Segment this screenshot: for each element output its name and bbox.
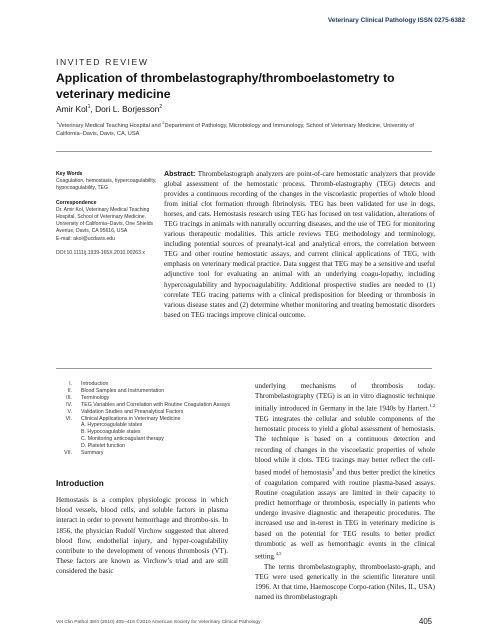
citation-ref[interactable]: 3	[331, 466, 335, 472]
keywords-text: Coagulation, hemostasis, hypercoagulability, hypocoagulability, TEG	[56, 178, 157, 192]
affiliation-mark: 1	[56, 120, 59, 125]
authors	[56, 104, 162, 114]
toc-label: Terminology	[81, 394, 110, 401]
correspondence	[56, 200, 158, 243]
page-footer: Vet Clin Pathol 39/4 (2010) 405–416 ©2010 American Society for Veterinary Clinical Pathology	[56, 620, 261, 625]
toc-label: TEG Variables and Correlation with Routine Coagulation Assays	[81, 401, 231, 408]
toc-number: VII.	[64, 450, 72, 457]
toc-number: VI.	[65, 415, 72, 422]
toc-label: C. Monitoring anticoagulant therapy	[81, 436, 164, 443]
affiliation-text: Veterinary Medical Teaching Hospital and	[58, 122, 163, 129]
correspondence-heading: Correspondence	[56, 199, 97, 206]
abstract-label: Abstract:	[164, 170, 196, 178]
toc-item[interactable]	[56, 450, 276, 457]
journal-header: Veterinary Clinical Pathology ISSN 0275-6382	[327, 17, 465, 24]
toc-subitem[interactable]	[56, 429, 276, 436]
author-name[interactable]: Dori L. Borjesson	[95, 104, 160, 114]
toc-number: II.	[67, 387, 72, 394]
toc-subitem[interactable]	[56, 422, 276, 429]
paragraph	[255, 381, 435, 562]
toc-label: D. Platelet function	[81, 443, 126, 450]
doi[interactable]: DOI:10.1111/j.1939-165X.2010.00263.x	[56, 249, 145, 256]
toc-item[interactable]	[56, 416, 276, 423]
table-of-contents	[56, 381, 276, 457]
correspondence-line: Avenue, Davis, CA 95616, USA	[56, 228, 128, 235]
affiliation-mark: 2	[162, 120, 165, 125]
toc-subitem[interactable]	[56, 443, 276, 450]
article-title: Application of thrombelastography/thromboelastometry to veterinary medicine	[56, 71, 395, 101]
author-affiliation-mark: 1	[87, 104, 91, 111]
correspondence-line: Dr. Amir Kol, Veterinary Medical Teaching	[56, 206, 150, 213]
toc-number: III.	[66, 394, 72, 401]
article-metadata	[56, 171, 158, 264]
section-label: INVITED REVIEW	[56, 57, 149, 67]
author-separator: ,	[90, 104, 96, 114]
paragraph-text: TEG integrates the cellular and soluble components of the hemostatic process to yield a global assessment of hemostasis. The technique is based on a continuous detection and recording of changes in the viscoelastic properties of whole blood while it clots. TEG tracings may better reflect the cell-based model of hemostasis	[255, 414, 435, 477]
keywords	[56, 171, 158, 193]
paragraph: The terms thrombelastography, thromboelasto-graph, and TEG were used generically in the scientific literature until 1996. At that time, Haemoscope Corpo-ration (Niles, IL, USA) named its thrombelastograph	[255, 562, 435, 602]
abstract	[164, 169, 435, 320]
paragraph: Hemostasis is a complex physiologic process in which blood vessels, blood cells, and soluble factors in plasma interact in order to prevent hemorrhage and thrombo-sis. In 1856, the physician Rudolf Virchow suggested that altered blood flow, endothelial injury, and hyper-coagulability contribute to the development of venous thrombosis (VT). These factors are known as Virchow’s triad and are still considered the basic	[56, 496, 228, 576]
toc-label: A. Hypercoagulable states	[81, 422, 143, 429]
divider	[56, 368, 432, 369]
toc-label: Summary	[81, 450, 104, 457]
paragraph-text: and thus better predict the kinetics of coagulation compared with routine plasma-based assays. Routine coagulation assays are limited in their capacity to predict hemorrhage or thrombosis, especially in patients who undergo invasive diagnostic and therapeutic procedures. The increased use and in-terest in TEG in veterinary medicine is based on the potential for TEG results to better predict thrombotic as well as hemorrhagic events in the clinical setting.	[255, 468, 435, 561]
toc-subitem[interactable]	[56, 436, 276, 443]
toc-item[interactable]	[56, 409, 276, 416]
toc-number: IV.	[66, 401, 72, 408]
body-column-right	[255, 381, 435, 602]
toc-item[interactable]	[56, 388, 276, 395]
toc-label: Validation Studies and Preanalytical Factors	[81, 408, 184, 415]
correspondence-line: University of California–Davis, One Shields	[56, 221, 154, 228]
body-column-left	[56, 495, 228, 577]
author-name[interactable]: Amir Kol	[56, 104, 88, 114]
toc-item[interactable]	[56, 402, 276, 409]
keywords-heading: Key Words	[56, 171, 83, 177]
toc-label: Introduction	[81, 381, 109, 387]
toc-item[interactable]	[56, 381, 276, 388]
correspondence-line: Hospital, School of Veterinary Medicine,	[56, 214, 147, 221]
affiliation-text: Department of Pathology, Microbiology and Immunology, School of Veterinary Medicine, University of California–Davis, Davis, CA, USA	[56, 122, 414, 138]
paragraph-text: underlying mechanisms of thrombosis today. Thrombelastography (TEG) is an in vitro diagnostic technique initially introduced in Germany in the late 1940s by Hartert.	[255, 382, 435, 413]
affiliation	[56, 119, 436, 138]
page-number: 405	[418, 617, 432, 626]
citation-ref[interactable]: 1,2	[429, 403, 435, 409]
toc-number: I.	[69, 381, 72, 387]
toc-label: Blood Samples and Instrumentation	[81, 387, 165, 394]
correspondence-email[interactable]: E-mail: akol@ucdavis.edu	[56, 235, 115, 242]
divider	[56, 151, 432, 152]
section-heading: Introduction	[56, 479, 104, 488]
toc-label: B. Hypocoagulable states	[81, 429, 141, 436]
toc-number: V.	[67, 408, 72, 415]
citation-ref[interactable]: 4,5	[275, 550, 282, 556]
toc-label: Clinical Applications in Veterinary Medicine	[81, 415, 181, 422]
author-affiliation-mark: 2	[159, 104, 163, 111]
toc-item[interactable]	[56, 395, 276, 402]
abstract-text: Thrombelastograph analyzers are point-of-care hemostatic analyzers that provide global assessment of the hemostatic process. Thromb-elastography (TEG) detects and provides a continuous recording of the changes in the viscoelastic properties of whole blood from initial clot formation through fibrinolysis. TEG has been validated for use in dogs, horses, and cats. Hemostasis research using TEG has focused on test validation, alterations of TEG tracings in animals with naturally occurring diseases, and the use of TEG for monitoring various therapeutic modalities. This article reviews TEG methodology and terminology, including potential sources of preanalyt-ical and analytical errors, the correlation between TEG and other routine hemostatic assays, and current clinical applications of TEG, with emphasis on veterinary medical practice. Data suggest that TEG may be a sensitive and useful adjunctive tool for evaluating an animal with an underlying coagu-lopathy, including hypercoagulability and hypocoagulability. Additional prospective studies are needed to (1) correlate TEG tracing patterns with a clinical predisposition for bleeding or thrombosis in various disease states and (2) determine whether monitoring and treating hemostatic disorders based on TEG tracings improve clinical outcome.	[164, 170, 435, 319]
